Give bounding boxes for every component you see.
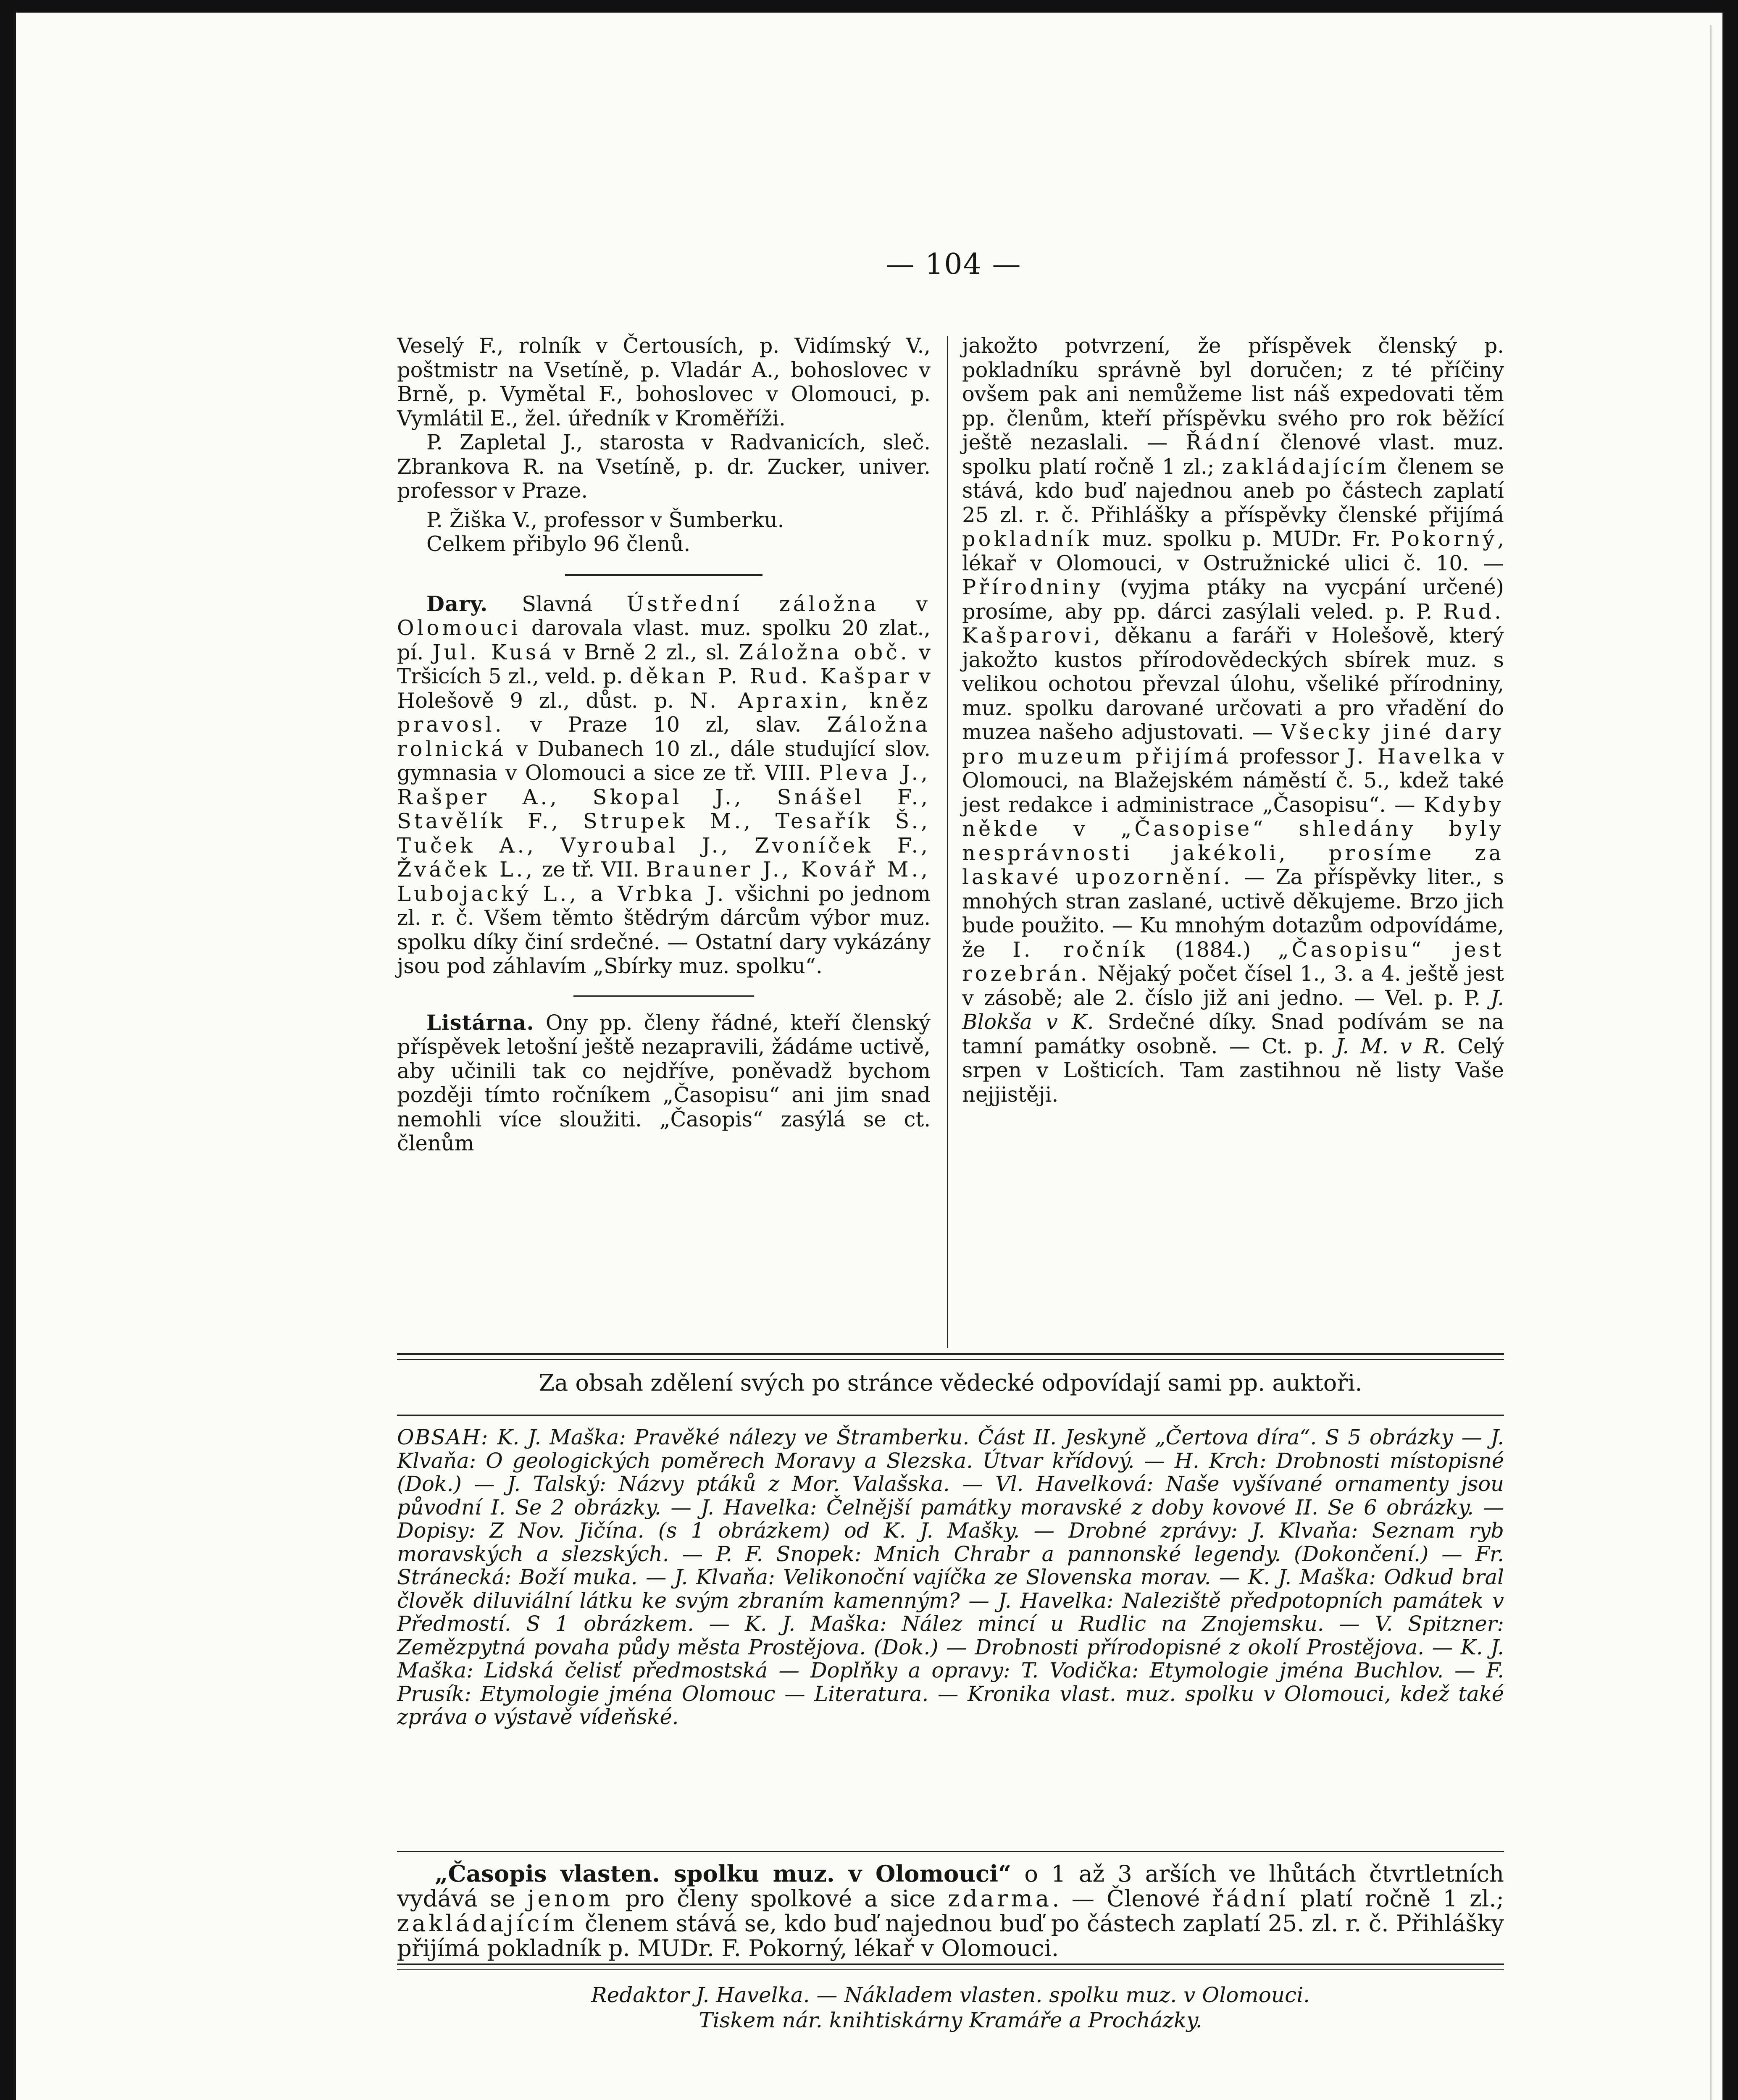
journal-title: „Časopis vlasten. spolku muz. v Olomouci“	[435, 1860, 1012, 1887]
journal-emphasis: zdarma	[947, 1885, 1052, 1912]
new-members-paragraph: P. Zapletal J., starosta v Radvanicích, sleč. Zbrankova R. na Vsetíně, p. dr. Zucker, univer. professor v Praze.	[397, 430, 931, 503]
spaced-emphasis: „Časopisu“ jest rozebrán.	[962, 937, 1504, 986]
spaced-emphasis: pokladník	[962, 527, 1092, 551]
journal-notice	[397, 1861, 1504, 1961]
spaced-emphasis: zakládajícím	[1222, 454, 1389, 479]
journal-text: o 1 až 3 arších ve lhůtách čtvrtletních vydává se	[397, 1860, 1504, 1912]
spaced-emphasis: Brauner J., Kovář M., Lubojacký L., a Vrbka J.	[397, 857, 931, 906]
text-run: Slavná	[522, 591, 627, 616]
double-rule	[397, 1964, 1504, 1965]
journal-text: . — Členové	[1052, 1885, 1212, 1912]
journal-text: členem stává se, kdo buď najednou buď po částech zaplatí 25. zl. r. č. Přihlášky přijímá pokladník p. MUDr. F. Pokorný, lékař v Olomouci.	[397, 1910, 1504, 1961]
text-run: všichni po jednom zl. r. č. Všem těmto štědrým dárcům výbor muz. spolku díky činí srdečné. — Ostatní dary vykázány jsou pod záhlavím „Sbírky muz. spolku“.	[397, 881, 931, 978]
journal-text: platí ročně 1 zl.;	[1288, 1885, 1504, 1912]
text-run: muz. spolku p. MUDr. Fr.	[1092, 527, 1391, 551]
text-run: členové vlast. muz. spolku platí ročně 1 zl.;	[962, 430, 1504, 479]
new-members-paragraph: Veselý F., rolník v Čertousích, p. Vidímský V., poštmistr na Vsetíně, p. Vladár A., bohoslovec v Brně, p. Vymětal F., bohoslovec v Olomouci, p. Vymlátil E., žel. úředník v Kroměříži.	[397, 333, 931, 430]
authors-disclaimer: Za obsah zdělení svých po stránce vědecké odpovídají sami pp. auktoři.	[539, 1370, 1362, 1396]
text-run: ze tř. VII.	[535, 857, 646, 882]
contents-label: OBSAH:	[397, 1425, 489, 1449]
spaced-emphasis: Řádní	[1186, 430, 1262, 454]
scan-edge	[1710, 25, 1712, 2100]
left-column	[397, 334, 931, 1156]
section-divider	[565, 574, 763, 576]
gifts-section	[397, 592, 931, 979]
spaced-emphasis: Jul. Kusá	[432, 640, 555, 664]
journal-emphasis: jenom	[527, 1885, 613, 1912]
contents-section	[397, 1426, 1504, 1729]
journal-emphasis: řádní	[1212, 1885, 1288, 1912]
spaced-emphasis: Pokorný	[1391, 527, 1498, 551]
text-run: členem se stává, kdo buď najednou aneb po částech zaplatí 25 zl. r. č. Přihlášky a příspěvky členské přijímá	[962, 454, 1504, 527]
spaced-emphasis: Kdyby někde v „Časopise“ shledány byly nesprávnosti jakékoli, prosíme za laskavé upozornění.	[962, 792, 1504, 889]
rule	[397, 1415, 1504, 1416]
text-run: Nějaký počet čísel 1., 3. a 4. ještě jest v zásobě; ale 2. číslo již ani jedno. — Vel. p. P.	[962, 961, 1504, 1010]
letters-section	[397, 1011, 931, 1156]
spaced-emphasis: Všecky jiné dary pro muzeum přijímá	[962, 720, 1504, 769]
journal-emphasis: zakládajícím	[397, 1910, 578, 1937]
spaced-emphasis: Pleva J., Rašper A., Skopal J., Snášel F., Stavělík F., Strupek M., Tesařík Š., Tuček A., Vyroubal J., Zvoníček F., Žváček L.,	[397, 761, 931, 882]
contents-text: K. J. Maška: Pravěké nálezy ve Štramberku. Část II. Jeskyně „Čertova díra“. S 5 obrázky — J. Klvaňa: O geologických poměrech Moravy a Slezska. Útvar křídový. — H. Krch: Drobnosti místopisné (Dok.) — J. Talský: Názvy ptáků z Mor. Valašska. — Vl. Havelková: Naše vyšívané ornamenty jsou původní I. Se 2 obrázky. — J. Havelka: Čelnější památky moravské z doby kovové II. Se 6 obrázky. — Dopisy: Z Nov. Jičína. (s 1 obrázkem) od K. J. Mašky. — Drobné zprávy: J. Klvaňa: Seznam ryb moravských a slezských. — P. F. Snopek: Mnich Chrabr a pannonské legendy. (Dokončení.) — Fr. Stránecká: Boží muka. — J. Klvaňa: Velikonoční vajíčka ze Slovenska morav. — K. J. Maška: Odkud bral člověk diluviální látku ke svým zbraním kamenným? — J. Havelka: Naleziště předpotopních památek v Předmostí. S 1 obrázkem. — K. J. Maška: Nález mincí u Rudlic na Znojemsku. — V. Spitzner: Zemězpytná povaha půdy města Prostějova. (Dok.) — Drobnosti přírodopisné z okolí Prostějova. — K. J. Maška: Lidská čelisť předmostská — Doplňky a opravy: T. Vodička: Etymologie jména Buchlov. — F. Prusík: Etymologie jména Olomouc — Literatura. — Kronika vlast. muz. spolku v Olomouci, kdež také zpráva o výstavě vídeňské.	[397, 1425, 1504, 1729]
text-run: v Olomouci, na Blažejském náměstí č. 5., kdež také jest redakce i administrace „Časopisu“. —	[962, 744, 1504, 817]
text-run: v Holešově 9 zl., důst. p.	[397, 664, 931, 713]
double-rule	[397, 1969, 1504, 1970]
italic-text: J. M. v R.	[1336, 1034, 1446, 1058]
text-run: darovala vlast. muz. spolku 20 zlat., pí.	[397, 616, 931, 664]
text-run: jakožto potvrzení, že příspěvek členský p. pokladníku správně byl doručen; z té příčiny ovšem pak ani nemůžeme list náš expedovati těm pp. členům, kteří příspěvku svého pro rok běžící ještě nezaslali. —	[962, 333, 1504, 454]
spaced-emphasis: děkan P. Rud. Kašpar	[629, 664, 912, 688]
italic-text: J. Blokša v K.	[962, 985, 1504, 1034]
double-rule	[397, 1359, 1504, 1360]
spaced-emphasis: I. ročník	[1012, 937, 1148, 962]
text-run: , lékař v Olomouci, v Ostružnické ulici č. 10. —	[962, 527, 1504, 575]
text-run: Celý srpen v Lošticích. Tam zastihnou ně listy Vaše nejjistěji.	[962, 1034, 1504, 1107]
text-run: v Dubanech 10 zl., dále studující slov. gymnasia v Olomouci a sice ze tř. VIII.	[397, 736, 931, 785]
text-run: — Za příspěvky liter., s mnohých stran zaslané, uctivě děkujeme. Brzo jich bude použito. — Ku mnohým dotazům odpovídáme, že	[962, 865, 1504, 962]
double-rule	[397, 1353, 1504, 1355]
members-total: Celkem přibylo 96 členů.	[426, 532, 691, 556]
text-run: v Praze 10 zl, slav.	[504, 712, 827, 737]
imprint-editor: Redaktor J. Havelka. — Nákladem vlasten. spolku muz. v Olomouci.	[591, 1983, 1310, 2007]
text-run: v Tršicích 5 zl., veld. p.	[397, 640, 931, 688]
text-run: , děkanu a faráři v Holešově, který jakožto kustos přírodovědeckých sbírek muz. s velikou ochotou převzal úlohu, všeliké přírodniny, muz. spolku darované určovati a pro vřadění do muzea našeho adjustovati. —	[962, 623, 1504, 744]
page-number: — 104 —	[886, 248, 1022, 281]
spaced-emphasis: Ústřední záložna v Olomouci	[397, 591, 931, 640]
rule	[397, 1851, 1504, 1852]
letters-heading: Listárna.	[426, 1010, 534, 1035]
spaced-emphasis: Přírodniny	[962, 575, 1103, 599]
text-run: (1884.)	[1148, 937, 1278, 962]
journal-text: pro členy spolkové a sice	[613, 1885, 948, 1912]
text-run: (vyjma ptáky na vycpání určené) prosíme, aby pp. dárci zasýlali veled. p. P.	[962, 575, 1504, 624]
column-divider	[947, 336, 948, 1348]
text-run: v Brně 2 zl., sl.	[554, 640, 739, 664]
gifts-heading: Dary.	[426, 591, 488, 616]
spaced-emphasis: N. Apraxin, kněz pravosl.	[397, 688, 931, 737]
section-divider	[573, 995, 754, 997]
imprint-printer: Tiskem nár. knihtiskárny Kramáře a Procházky.	[699, 2008, 1202, 2032]
spaced-emphasis: Záložna rolnická	[397, 712, 931, 761]
spaced-emphasis: J. Havelka	[1347, 744, 1484, 769]
spaced-emphasis: Rud. Kašparovi	[962, 599, 1504, 648]
imprint	[397, 1982, 1504, 2033]
right-column-text	[962, 334, 1504, 1107]
right-column	[962, 334, 1504, 1107]
spaced-emphasis: Záložna obč.	[739, 640, 910, 664]
new-members-paragraph: P. Žiška V., professor v Šumberku.	[426, 507, 784, 532]
text-run: Srdečné díky. Snad podívám se na tamní památky osobně. — Ct. p.	[962, 1010, 1504, 1058]
text-run: professor	[1231, 744, 1347, 769]
gifts-body	[397, 592, 931, 979]
letters-body: Ony pp. členy řádné, kteří členský příspěvek letošní ještě nezapravili, žádáme uctivě, aby učinili tak co nejdříve, poněvadž bychom později tímto ročníkem „Časopisu“ ani jim snad nemohli více sloužiti. „Časopis“ zasýlá se ct. členům	[397, 1010, 931, 1155]
